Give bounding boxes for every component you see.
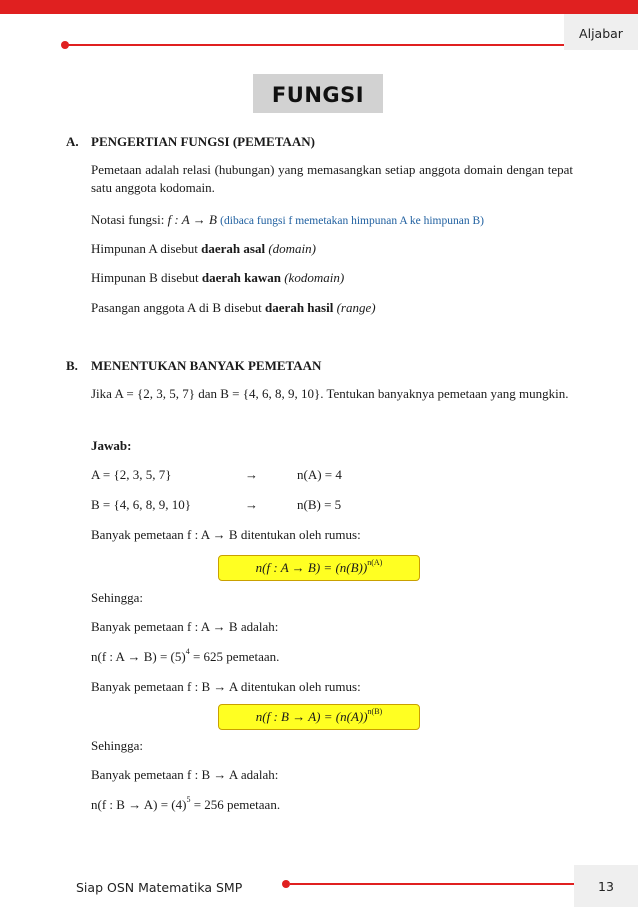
result-1-exp: 4 [185,647,190,656]
set-b: B = {4, 6, 8, 9, 10} [91,497,191,512]
notation-expr: f : A → B [167,212,217,227]
result-2-tail: = 256 pemetaan. [190,797,281,812]
range-paren: (range) [336,300,376,315]
domain-paren: (domain) [268,241,316,256]
section-b-title: MENENTUKAN BANYAK PEMETAAN [91,358,322,373]
formula-2-exp: n(B) [367,707,383,716]
page-number: 13 [574,865,638,907]
codomain-paren: (kodomain) [284,270,345,285]
sehingga-2: Sehingga: [91,738,143,753]
result-2-exp: 5 [186,795,191,804]
formula-1-base: n(f : A → B) = (n(B)) [255,560,368,575]
header-rule [68,44,564,46]
arrow-b: → [245,497,258,512]
page-title: FUNGSI [253,74,383,113]
domain-bold: daerah asal [201,241,266,256]
result-1-base: n(f : A → B) = (5) [91,649,186,664]
codomain-text: Himpunan B disebut [91,270,202,285]
footer-rule [290,883,574,885]
footer-rule-dot [282,880,290,888]
result-1-tail: = 625 pemetaan. [189,649,280,664]
result-2-line [91,797,280,813]
sehingga-1: Sehingga: [91,590,143,605]
top-red-bar [0,0,638,14]
notation-line [91,212,484,229]
result-2-base: n(f : B → A) = (4) [91,797,187,812]
definition-text: Pemetaan adalah relasi (hubungan) yang memasangkan setiap anggota domain dengan tepat satu anggota kodomain. [91,162,573,195]
section-a-letter: A. [66,134,79,149]
chapter-tag: Aljabar [564,14,638,50]
jawab-label: Jawab: [91,438,132,453]
section-a-heading [66,134,315,150]
arrow-a: → [245,467,258,482]
section-a-title: PENGERTIAN FUNGSI (PEMETAAN) [91,134,315,149]
domain-line [91,241,316,257]
rule-2-text: Banyak pemetaan f : B → A ditentukan oleh rumus: [91,679,361,694]
n-b: n(B) = 5 [297,497,342,512]
result-2-label: Banyak pemetaan f : B → A adalah: [91,767,279,782]
codomain-bold: daerah kawan [201,270,281,285]
range-line [91,300,376,316]
range-bold: daerah hasil [265,300,334,315]
notation-label: Notasi fungsi: [91,212,168,227]
codomain-line [91,270,344,286]
set-a: A = {2, 3, 5, 7} [91,467,172,482]
section-b-heading [66,358,321,374]
section-b-letter: B. [66,358,78,373]
result-1-line [91,649,279,665]
formula-1-exp: n(A) [367,558,383,567]
problem-text: Jika A = {2, 3, 5, 7} dan B = {4, 6, 8, 9, 10}. Tentukan banyaknya pemetaan yang mungkin. [91,386,569,401]
notation-note: (dibaca fungsi f memetakan himpunan A ke himpunan B) [220,215,484,227]
domain-text: Himpunan A disebut [91,241,202,256]
formula-box-1 [218,555,420,581]
range-text: Pasangan anggota A di B disebut [91,300,266,315]
n-a: n(A) = 4 [297,467,342,482]
rule-1-text: Banyak pemetaan f : A → B ditentukan oleh rumus: [91,527,361,542]
formula-2-base: n(f : B → A) = (n(A)) [255,709,368,724]
footer-book-title: Siap OSN Matematika SMP [76,880,243,895]
result-1-label: Banyak pemetaan f : A → B adalah: [91,619,279,634]
formula-box-2 [218,704,420,730]
